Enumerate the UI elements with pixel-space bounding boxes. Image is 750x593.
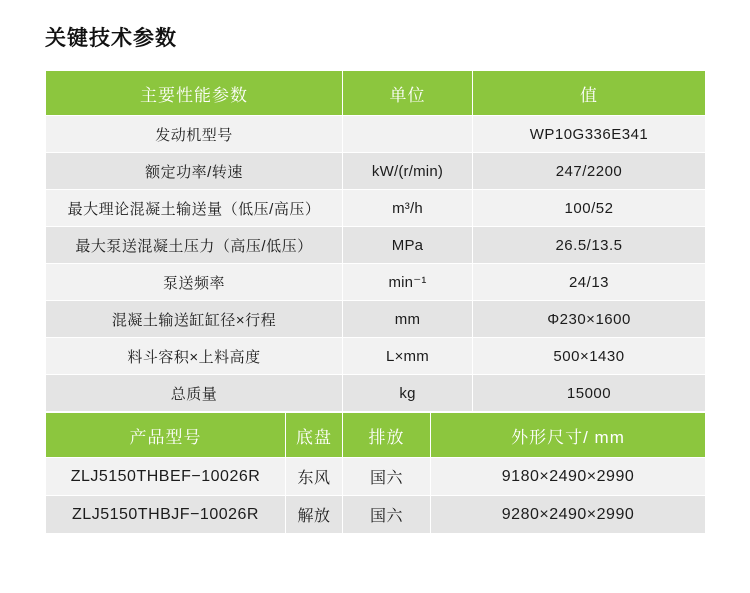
cell-emission: 国六 <box>343 458 431 496</box>
cell-unit: L×mm <box>343 338 473 375</box>
table-row <box>46 264 706 301</box>
model-table <box>45 412 706 534</box>
cell-chassis: 解放 <box>286 496 343 534</box>
cell-unit: m³/h <box>343 190 473 227</box>
table-header-row <box>46 71 706 116</box>
table-row <box>46 496 706 534</box>
cell-value: 100/52 <box>473 190 706 227</box>
cell-param: 发动机型号 <box>46 116 343 153</box>
cell-param: 额定功率/转速 <box>46 153 343 190</box>
header-cell-model: 产品型号 <box>46 413 286 458</box>
table-row <box>46 153 706 190</box>
table-row <box>46 338 706 375</box>
cell-param: 最大泵送混凝土压力（高压/低压） <box>46 227 343 264</box>
header-cell-value: 值 <box>473 71 706 116</box>
cell-param: 最大理论混凝土输送量（低压/高压） <box>46 190 343 227</box>
header-cell-unit: 单位 <box>343 71 473 116</box>
cell-dimensions: 9180×2490×2990 <box>431 458 706 496</box>
cell-chassis: 东风 <box>286 458 343 496</box>
cell-value: WP10G336E341 <box>473 116 706 153</box>
cell-model: ZLJ5150THBEF−10026R <box>46 458 286 496</box>
page-title: 关键技术参数 <box>45 27 177 50</box>
cell-value: 247/2200 <box>473 153 706 190</box>
table-row <box>46 375 706 412</box>
cell-value: 26.5/13.5 <box>473 227 706 264</box>
header-cell-param: 主要性能参数 <box>46 71 343 116</box>
cell-param: 混凝土输送缸缸径×行程 <box>46 301 343 338</box>
cell-value: 24/13 <box>473 264 706 301</box>
cell-value: 500×1430 <box>473 338 706 375</box>
cell-param: 泵送频率 <box>46 264 343 301</box>
main-spec-table <box>45 70 706 412</box>
cell-unit: MPa <box>343 227 473 264</box>
cell-emission: 国六 <box>343 496 431 534</box>
table-row <box>46 458 706 496</box>
table-row <box>46 301 706 338</box>
header-cell-dimensions: 外形尺寸/ mm <box>431 413 706 458</box>
cell-unit: min⁻¹ <box>343 264 473 301</box>
cell-dimensions: 9280×2490×2990 <box>431 496 706 534</box>
header-cell-chassis: 底盘 <box>286 413 343 458</box>
cell-unit: kg <box>343 375 473 412</box>
cell-param: 料斗容积×上料高度 <box>46 338 343 375</box>
table-row <box>46 116 706 153</box>
cell-param: 总质量 <box>46 375 343 412</box>
table-row <box>46 190 706 227</box>
cell-model: ZLJ5150THBJF−10026R <box>46 496 286 534</box>
cell-unit: mm <box>343 301 473 338</box>
model-table-header-row <box>46 413 706 458</box>
cell-value: 15000 <box>473 375 706 412</box>
cell-unit: kW/(r/min) <box>343 153 473 190</box>
cell-value: Φ230×1600 <box>473 301 706 338</box>
cell-unit <box>343 116 473 153</box>
table-row <box>46 227 706 264</box>
header-cell-emission: 排放 <box>343 413 431 458</box>
